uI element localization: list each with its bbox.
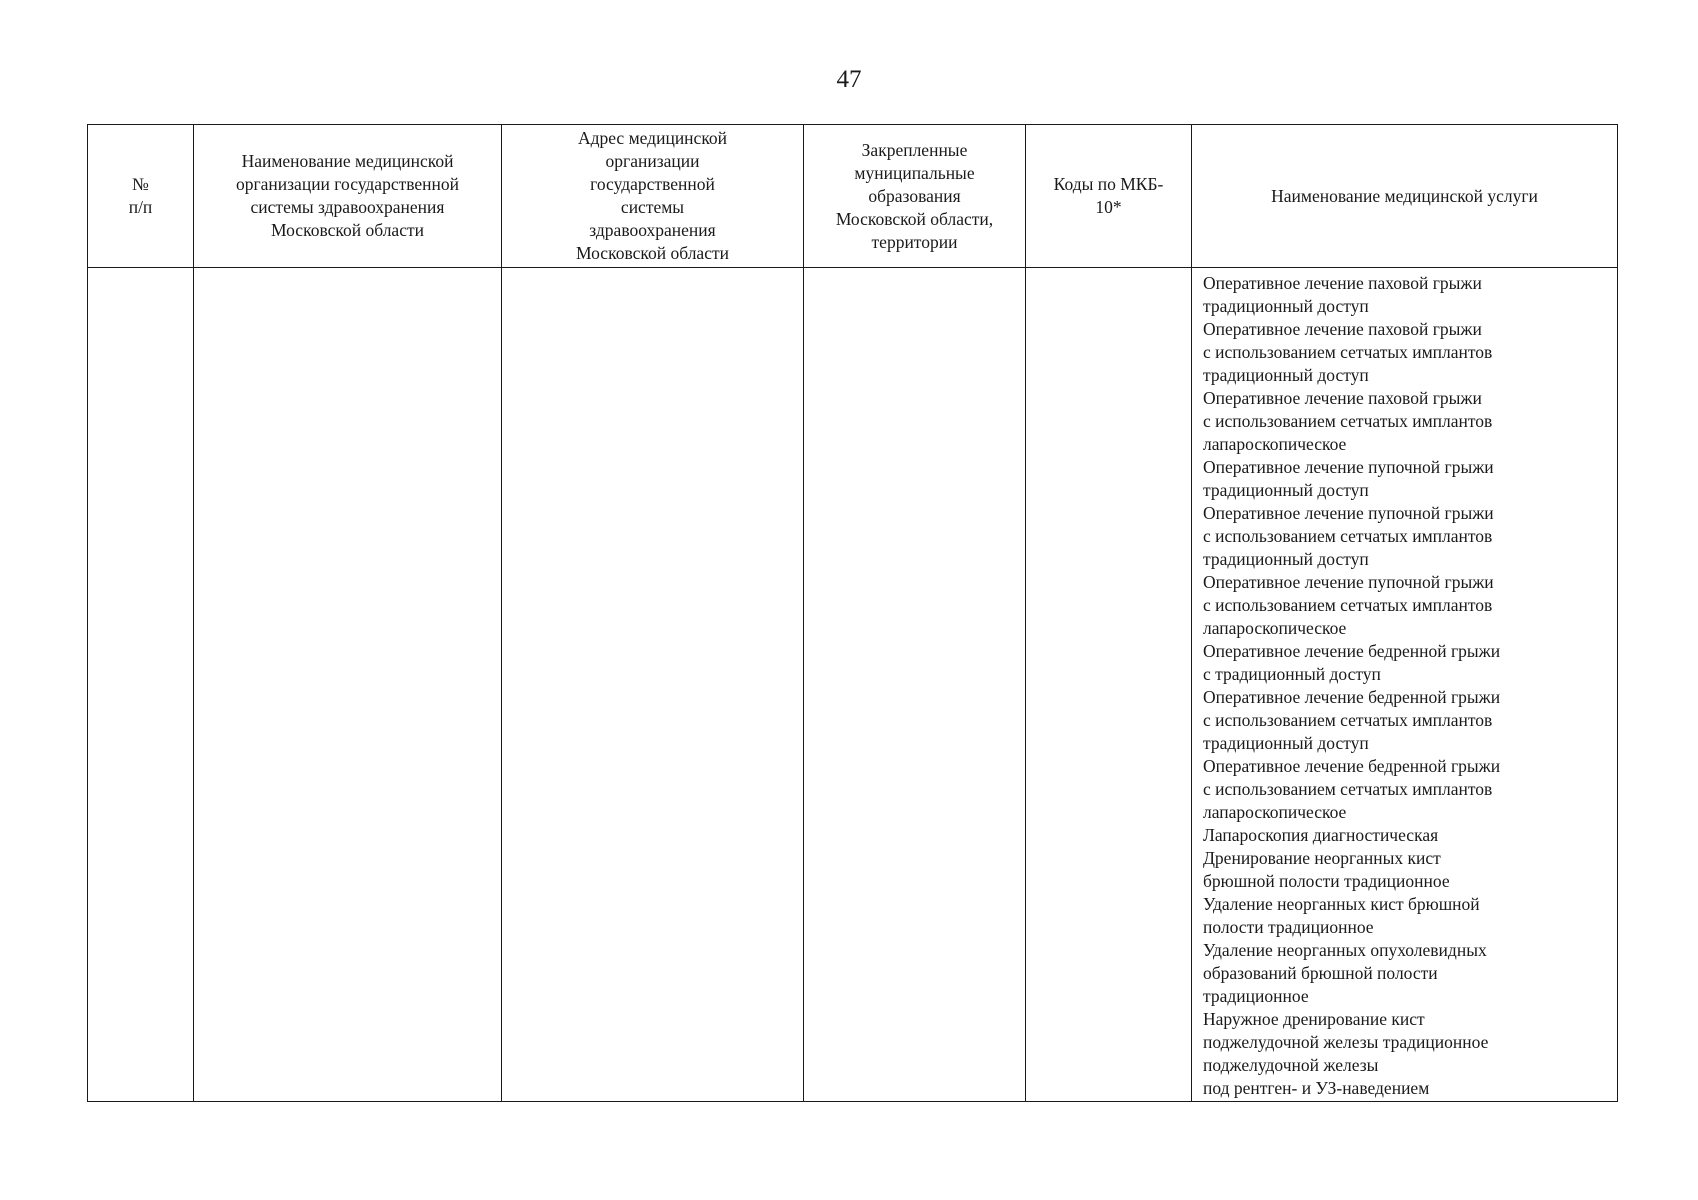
service-line: с использованием сетчатых имплантов <box>1203 411 1493 431</box>
service-line: Оперативное лечение пупочной грыжи <box>1203 457 1494 477</box>
service-line: традиционный доступ <box>1203 733 1369 753</box>
header-service-name: Наименование медицинской услуги <box>1192 125 1618 268</box>
cell-organization-name <box>194 268 502 1102</box>
cell-service-list <box>1192 268 1618 1102</box>
service-line: поджелудочной железы <box>1203 1055 1379 1075</box>
service-line: Удаление неорганных опухолевидных <box>1203 940 1487 960</box>
cell-icd-codes <box>1026 268 1192 1102</box>
service-line: Оперативное лечение паховой грыжи <box>1203 319 1482 339</box>
service-line: традиционный доступ <box>1203 296 1369 316</box>
service-line: Оперативное лечение паховой грыжи <box>1203 273 1482 293</box>
service-line: Наружное дренирование кист <box>1203 1009 1425 1029</box>
cell-number <box>88 268 194 1102</box>
service-line: Оперативное лечение паховой грыжи <box>1203 388 1482 408</box>
table-header-row <box>88 125 1618 268</box>
service-line: лапароскопическое <box>1203 618 1347 638</box>
service-line: с традиционный доступ <box>1203 664 1381 684</box>
service-line: традиционный доступ <box>1203 365 1369 385</box>
service-line: с использованием сетчатых имплантов <box>1203 526 1493 546</box>
service-line: с использованием сетчатых имплантов <box>1203 342 1493 362</box>
service-line: Оперативное лечение пупочной грыжи <box>1203 572 1494 592</box>
service-line: Удаление неорганных кист брюшной <box>1203 894 1480 914</box>
header-assigned-territories: Закрепленные муниципальные образования Московской области, территории <box>804 125 1026 268</box>
service-line: Дренирование неорганных кист <box>1203 848 1441 868</box>
service-line: поджелудочной железы традиционное <box>1203 1032 1489 1052</box>
cell-assigned-territories <box>804 268 1026 1102</box>
service-line: традиционное <box>1203 986 1309 1006</box>
service-line: традиционный доступ <box>1203 480 1369 500</box>
table-row <box>88 268 1618 1102</box>
service-line: Лапароскопия диагностическая <box>1203 825 1439 845</box>
service-line: лапароскопическое <box>1203 802 1347 822</box>
service-list <box>1192 268 1617 1100</box>
service-line: Оперативное лечение бедренной грыжи <box>1203 687 1501 707</box>
service-line: брюшной полости традиционное <box>1203 871 1450 891</box>
service-line: с использованием сетчатых имплантов <box>1203 710 1493 730</box>
service-line: Оперативное лечение бедренной грыжи <box>1203 641 1501 661</box>
service-line: лапароскопическое <box>1203 434 1347 454</box>
service-line: Оперативное лечение пупочной грыжи <box>1203 503 1494 523</box>
services-table <box>87 124 1618 1102</box>
service-line: под рентген- и УЗ-наведением <box>1203 1078 1430 1098</box>
header-number: № п/п <box>88 125 194 268</box>
service-line: с использованием сетчатых имплантов <box>1203 779 1493 799</box>
header-organization-name: Наименование медицинской организации государственной системы здравоохранения Московской области <box>194 125 502 268</box>
cell-organization-address <box>502 268 804 1102</box>
service-line: традиционный доступ <box>1203 549 1369 569</box>
service-line: образований брюшной полости <box>1203 963 1438 983</box>
page-number: 47 <box>836 66 862 93</box>
service-line: полости традиционное <box>1203 917 1374 937</box>
header-icd-codes: Коды по МКБ- 10* <box>1026 125 1192 268</box>
service-line: Оперативное лечение бедренной грыжи <box>1203 756 1501 776</box>
header-organization-address: Адрес медицинской организации государственной системы здравоохранения Московской области <box>502 125 804 268</box>
service-line: с использованием сетчатых имплантов <box>1203 595 1493 615</box>
